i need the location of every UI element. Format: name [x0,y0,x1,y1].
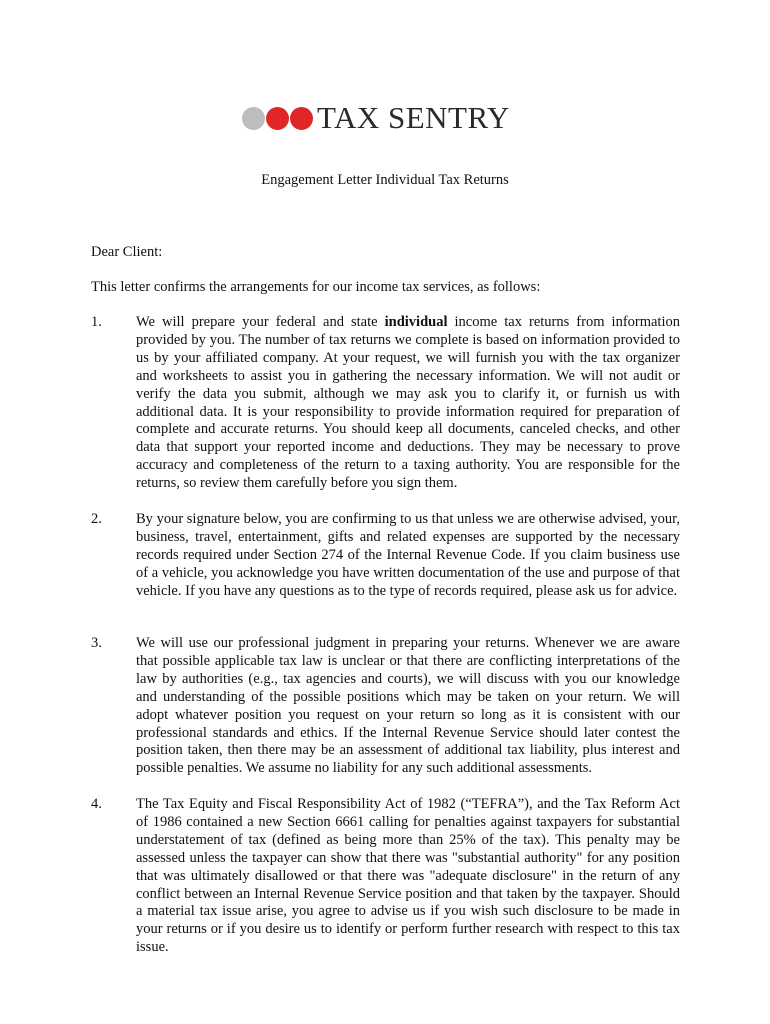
item-number: 2. [91,511,102,527]
item-number: 3. [91,635,102,651]
item-text: The Tax Equity and Fiscal Responsibility Act of 1982 (“TEFRA”), and the Tax Reform Act of 1986 contained a new Section 6661 calling for penalties against taxpayers for substantial understatement of tax (defined as being more than 25% of the tax). This penalty may be assessed unless the taxpayer can show that there was "substantial authority" for any position that was ultimately disallowed or that there was "adequate disclosure" in the return of any conflict between an Internal Revenue Service position and that taken by the taxpayer. Should a material tax issue arise, you agree to advise us if you wish such disclosure to be made in your returns or if you desire us to identify or perform further research with respect to this tax issue. [136,796,680,956]
item-text: By your signature below, you are confirming to us that unless we are otherwise advised, your, business, travel, entertainment, gifts and related expenses are supported by the necessary records required under Section 274 of the Internal Revenue Code. If you claim business use of a vehicle, you acknowledge you have written documentation of the use and purpose of that vehicle. If you have any questions as to the type of records required, please ask us for advice. [136,511,680,599]
item-text: We will use our professional judgment in preparing your returns. Whenever we are aware that possible applicable tax law is unclear or that there are conflicting interpretations of the law by authorities (e.g., tax agencies and courts), we will discuss with you our knowledge and understanding of the possible positions which may be taken on your return. We will adopt whatever position you request on your return so long as it is consistent with our professional standards and ethics. If the Internal Revenue Service should later contest the position taken, then there may be an assessment of additional tax liability, plus interest and possible penalties. We assume no liability for any such additional assessments. [136,635,680,777]
logo-text: TAX SENTRY [317,100,510,135]
intro-paragraph: This letter confirms the arrangements for our income tax services, as follows: [91,279,541,295]
salutation: Dear Client: [91,244,163,260]
item-text: We will prepare your federal and state individual income tax returns from information provided by you. The number of tax returns we complete is based on information provided to us by your affiliated company. At your request, we will furnish you with the tax organizer and worksheets to assist you in gathering the necessary information. We will not audit or verify the data you submit, although we may ask you to clarify it, or furnish us with additional data. It is your responsibility to provide information required for preparation of complete and accurate returns. You should keep all documents, canceled checks, and other data that support your reported income and deductions. They may be necessary to prove accuracy and completeness of the return to a taxing authority. You are responsible for the returns, so review them carefully before you sign them. [136,314,680,492]
item-number: 1. [91,314,102,330]
company-logo [242,100,510,136]
item-number: 4. [91,796,102,812]
logo-dot-red-1 [266,107,289,130]
emphasis-individual: individual [384,314,448,330]
document-title: Engagement Letter Individual Tax Returns [261,172,509,188]
logo-dot-red-2 [290,107,313,130]
logo-dot-gray [242,107,265,130]
